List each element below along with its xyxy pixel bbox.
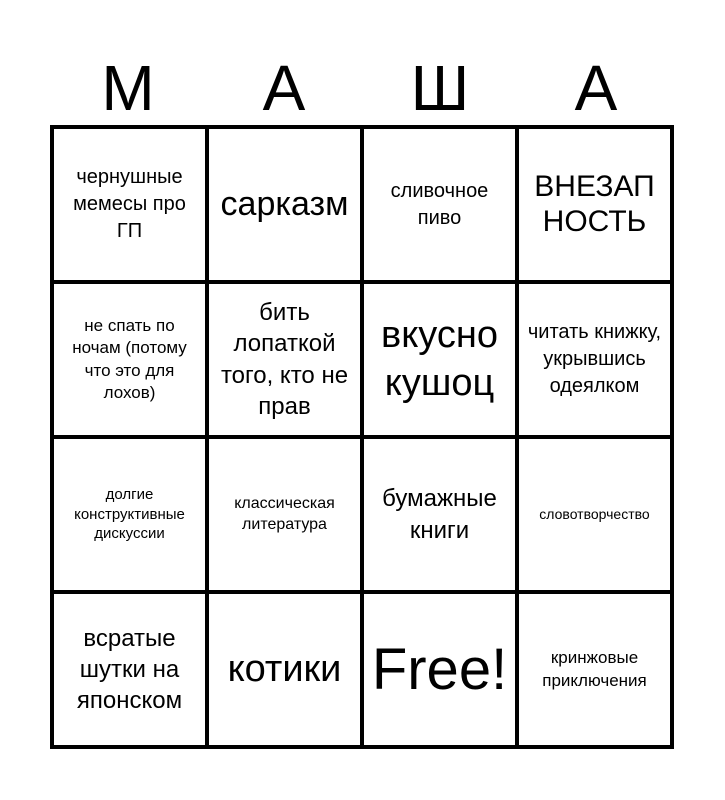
cell-text: кринжовые приключения bbox=[542, 648, 647, 690]
bingo-cell[interactable] bbox=[207, 127, 362, 282]
cell-text: сарказм bbox=[220, 184, 349, 223]
bingo-cell[interactable] bbox=[52, 282, 207, 437]
cell-text: читать книжку, укрывшись одеялком bbox=[527, 321, 662, 397]
cell-text: всратые шутки на японском bbox=[76, 624, 183, 715]
bingo-board bbox=[50, 125, 674, 749]
cell-text: сливочное пиво bbox=[390, 179, 489, 229]
header-letter-4: А bbox=[574, 52, 618, 124]
bingo-header bbox=[50, 52, 674, 124]
bingo-cell[interactable] bbox=[362, 127, 517, 282]
header-letter-1: М bbox=[101, 52, 155, 124]
cell-text: словотворчество bbox=[539, 506, 650, 523]
cell-text: чернушные мемесы про ГП bbox=[73, 166, 186, 242]
bingo-cell[interactable] bbox=[517, 127, 672, 282]
cell-text: бить лопаткой того, кто не прав bbox=[220, 299, 349, 420]
cell-text: котики bbox=[227, 647, 342, 690]
bingo-cell[interactable] bbox=[517, 282, 672, 437]
bingo-cell[interactable] bbox=[517, 437, 672, 592]
cell-text: классическая литература bbox=[234, 494, 335, 533]
bingo-cell-free[interactable] bbox=[362, 592, 517, 747]
bingo-cell[interactable] bbox=[362, 282, 517, 437]
cell-text: не спать по ночам (потому что это для лохов) bbox=[72, 316, 187, 402]
cell-text: долгие конструктивные дискуссии bbox=[74, 486, 185, 543]
header-letter-3: Ш bbox=[410, 52, 470, 124]
bingo-cell[interactable] bbox=[52, 592, 207, 747]
bingo-cell[interactable] bbox=[52, 437, 207, 592]
bingo-cell[interactable] bbox=[207, 437, 362, 592]
bingo-cell[interactable] bbox=[207, 282, 362, 437]
header-letter-2: А bbox=[262, 52, 306, 124]
cell-text: ВНЕЗАП НОСТЬ bbox=[534, 170, 655, 238]
bingo-cell[interactable] bbox=[207, 592, 362, 747]
bingo-cell[interactable] bbox=[517, 592, 672, 747]
free-space-text: Free! bbox=[371, 636, 508, 702]
cell-text: вкусно кушоц bbox=[381, 314, 498, 404]
bingo-cell[interactable] bbox=[362, 437, 517, 592]
bingo-cell[interactable] bbox=[52, 127, 207, 282]
cell-text: бумажные книги bbox=[382, 485, 497, 544]
